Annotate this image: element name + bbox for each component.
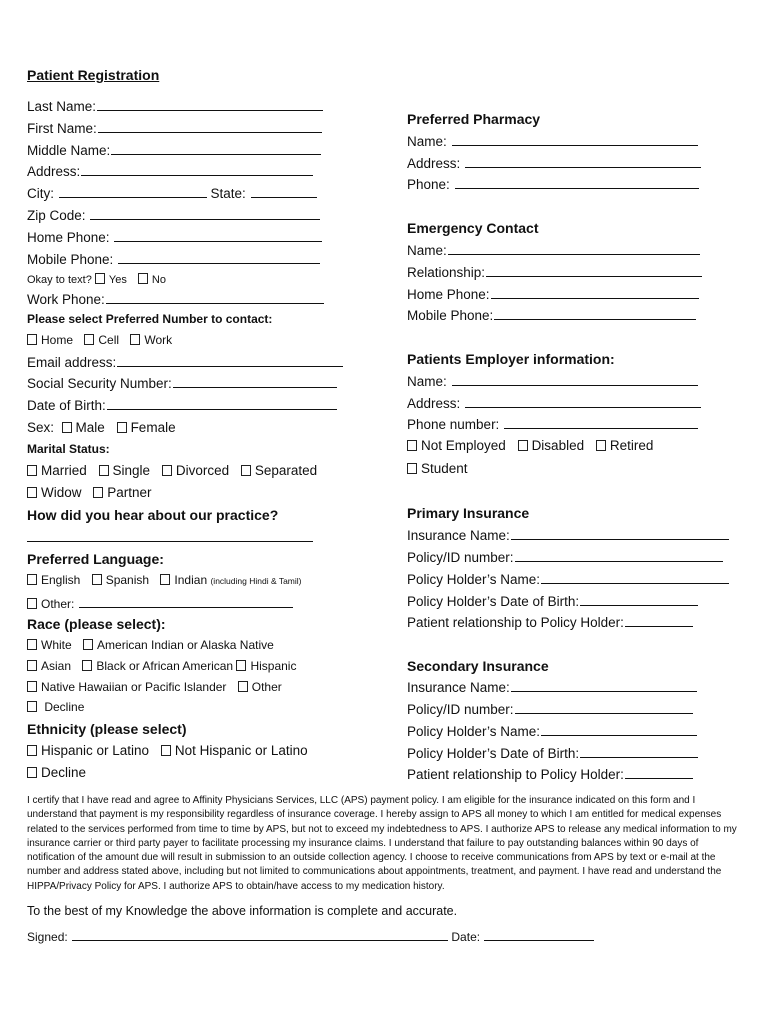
white-label: White — [41, 638, 72, 652]
female-label: Female — [130, 420, 176, 435]
emergency-mobile-phone-label: Mobile Phone: — [407, 308, 494, 323]
city-label: City: — [27, 186, 54, 201]
middle-name-label: Middle Name: — [27, 143, 111, 158]
hawaiian-checkbox[interactable] — [27, 681, 37, 692]
emergency-name-field[interactable] — [407, 243, 700, 258]
primary-holder-dob-field[interactable] — [407, 594, 698, 609]
race-other-label: Other — [251, 680, 282, 694]
mobile-phone-label: Mobile Phone: — [27, 252, 114, 267]
pref-work-label: Work — [144, 333, 173, 347]
last-name-label: Last Name: — [27, 99, 97, 114]
last-name-field[interactable] — [27, 99, 323, 114]
employer-name-label: Name: — [407, 374, 447, 389]
not-employed-label: Not Employed — [421, 438, 506, 453]
dob-label: Date of Birth: — [27, 398, 106, 413]
city-state-field[interactable] — [27, 186, 317, 201]
widow-checkbox[interactable] — [27, 487, 37, 498]
race-row-1 — [27, 639, 274, 651]
ssn-field[interactable] — [27, 376, 337, 391]
no-label: No — [151, 274, 166, 286]
hispanic-latino-checkbox[interactable] — [27, 745, 37, 756]
sex-label: Sex: — [27, 420, 55, 435]
address-field[interactable] — [27, 164, 313, 179]
ethnicity-decline-label: Decline — [41, 765, 87, 780]
middle-name-field[interactable] — [27, 143, 321, 158]
race-heading: Race (please select): — [27, 616, 166, 632]
hear-answer-line[interactable] — [27, 541, 313, 542]
pref-home-label: Home — [41, 333, 74, 347]
race-other-checkbox[interactable] — [238, 681, 248, 692]
student-checkbox[interactable] — [407, 463, 417, 474]
pharmacy-name-label: Name: — [407, 134, 447, 149]
work-phone-field[interactable] — [27, 292, 324, 307]
primary-holder-name-label: Policy Holder’s Name: — [407, 572, 541, 587]
american-indian-checkbox[interactable] — [83, 639, 93, 650]
secondary-insurance-name-label: Insurance Name: — [407, 680, 510, 695]
language-other-line[interactable] — [79, 596, 293, 608]
primary-relationship-label: Patient relationship to Policy Holder: — [407, 615, 624, 630]
date-label: Date: — [451, 930, 481, 944]
yes-label: Yes — [108, 274, 127, 286]
employer-phone-label: Phone number: — [407, 417, 500, 432]
work-phone-label: Work Phone: — [27, 292, 105, 307]
pref-cell-checkbox[interactable] — [84, 334, 94, 345]
signed-label: Signed: — [27, 930, 68, 944]
attestation-text: To the best of my Knowledge the above information is complete and accurate. — [27, 904, 458, 918]
employer-address-label: Address: — [407, 396, 461, 411]
not-hispanic-latino-checkbox[interactable] — [161, 745, 171, 756]
home-phone-field[interactable] — [27, 230, 322, 245]
emergency-home-phone-label: Home Phone: — [407, 287, 490, 302]
separated-label: Separated — [254, 463, 318, 478]
not-employed-checkbox[interactable] — [407, 440, 417, 451]
english-label: English — [41, 573, 81, 587]
marital-row-1 — [27, 464, 317, 478]
spanish-label: Spanish — [105, 573, 150, 587]
primary-policy-label: Policy/ID number: — [407, 550, 514, 565]
male-checkbox[interactable] — [62, 422, 72, 433]
emergency-heading: Emergency Contact — [407, 220, 539, 236]
pharmacy-name-field[interactable] — [407, 134, 698, 149]
black-checkbox[interactable] — [82, 660, 92, 671]
okay-to-text-row — [27, 273, 166, 286]
secondary-insurance-name-field[interactable] — [407, 680, 697, 695]
secondary-holder-dob-label: Policy Holder’s Date of Birth: — [407, 746, 580, 761]
language-heading: Preferred Language: — [27, 551, 164, 567]
pharmacy-heading: Preferred Pharmacy — [407, 111, 541, 127]
pref-home-checkbox[interactable] — [27, 334, 37, 345]
emergency-name-label: Name: — [407, 243, 447, 258]
female-checkbox[interactable] — [117, 422, 127, 433]
pharmacy-phone-field[interactable] — [407, 177, 699, 192]
language-other-row — [27, 596, 293, 610]
date-line[interactable] — [484, 929, 594, 941]
employment-status-row — [407, 439, 653, 453]
primary-holder-dob-label: Policy Holder’s Date of Birth: — [407, 594, 580, 609]
pharmacy-phone-label: Phone: — [407, 177, 450, 192]
primary-policy-field[interactable] — [407, 550, 723, 565]
primary-holder-name-field[interactable] — [407, 572, 729, 587]
primary-insurance-heading: Primary Insurance — [407, 505, 530, 521]
first-name-label: First Name: — [27, 121, 97, 136]
primary-relationship-field[interactable] — [407, 615, 693, 630]
hear-heading: How did you hear about our practice? — [27, 507, 279, 523]
home-phone-label: Home Phone: — [27, 230, 110, 245]
emergency-relationship-field[interactable] — [407, 265, 702, 280]
race-row-2 — [27, 660, 296, 672]
emergency-mobile-phone-field[interactable] — [407, 308, 696, 323]
address-label: Address: — [27, 164, 81, 179]
indian-label: Indian — [174, 573, 208, 587]
preferred-number-heading: Please select Preferred Number to contact: — [27, 312, 273, 326]
emergency-home-phone-field[interactable] — [407, 287, 699, 302]
pref-work-checkbox[interactable] — [130, 334, 140, 345]
employer-address-field[interactable] — [407, 396, 701, 411]
ethnicity-heading: Ethnicity (please select) — [27, 721, 187, 737]
black-label: Black or African American — [96, 659, 234, 673]
separated-checkbox[interactable] — [241, 465, 251, 476]
partner-label: Partner — [107, 485, 152, 500]
hispanic-latino-label: Hispanic or Latino — [41, 743, 150, 758]
male-label: Male — [75, 420, 105, 435]
widow-label: Widow — [41, 485, 82, 500]
asian-checkbox[interactable] — [27, 660, 37, 671]
mobile-phone-field[interactable] — [27, 252, 320, 267]
ethnicity-row — [27, 744, 308, 758]
secondary-relationship-field[interactable] — [407, 767, 693, 782]
employer-phone-field[interactable] — [407, 417, 698, 432]
ethnicity-decline-checkbox[interactable] — [27, 767, 37, 778]
hawaiian-label: Native Hawaiian or Pacific Islander — [41, 680, 227, 694]
primary-insurance-name-field[interactable] — [407, 528, 729, 543]
no-checkbox[interactable] — [138, 273, 148, 284]
student-label: Student — [421, 461, 468, 476]
email-field[interactable] — [27, 355, 343, 370]
emergency-relationship-label: Relationship: — [407, 265, 486, 280]
hispanic-race-label: Hispanic — [250, 659, 297, 673]
marital-heading: Marital Status: — [27, 442, 110, 456]
asian-label: Asian — [41, 659, 72, 673]
indian-note: (including Hindi & Tamil) — [210, 576, 302, 586]
certification-text: I certify that I have read and agree to Affinity Physicians Services, LLC (APS) payment policy. I am eligible for the insurance indicated on this form and I understand that payment is my responsibility regardless of insurance coverage. I hereby assign to APS all money to which I am entitled for medical expenses related to the services performed from time to time by APS, but not to exceed my indebtedness to APS. I authorize APS to release any medical information to my insurance carrier or third party payer to facilitate processing my insurance claims. I understand that failure to pay outstanding balances within 90 days of notification of the amount due will result in submission to an outside collection agency. I choose to receive communications from APS by text or e-mail at the number and address stated above, including but not limited to communications about appointments, treatment, and payment. I have read and understand the HIPPA/Privacy Policy for APS. I authorize APS to obtain/have access to my medication history. — [27, 795, 737, 892]
pharmacy-address-field[interactable] — [407, 156, 701, 171]
ssn-label: Social Security Number: — [27, 376, 172, 391]
primary-insurance-name-label: Insurance Name: — [407, 528, 510, 543]
marital-row-2 — [27, 486, 152, 500]
spanish-checkbox[interactable] — [92, 574, 102, 585]
secondary-policy-label: Policy/ID number: — [407, 702, 514, 717]
secondary-holder-name-label: Policy Holder’s Name: — [407, 724, 541, 739]
race-decline-checkbox[interactable] — [27, 701, 37, 712]
single-label: Single — [112, 463, 151, 478]
dob-field[interactable] — [27, 398, 337, 413]
secondary-holder-dob-field[interactable] — [407, 746, 698, 761]
retired-label: Retired — [609, 438, 654, 453]
hispanic-race-checkbox[interactable] — [236, 660, 246, 671]
yes-checkbox[interactable] — [95, 273, 105, 284]
secondary-policy-field[interactable] — [407, 702, 693, 717]
employer-heading: Patients Employer information: — [407, 351, 615, 367]
married-checkbox[interactable] — [27, 465, 37, 476]
zip-field[interactable] — [27, 208, 320, 223]
first-name-field[interactable] — [27, 121, 322, 136]
race-row-4 — [27, 701, 84, 713]
partner-checkbox[interactable] — [93, 487, 103, 498]
divorced-checkbox[interactable] — [162, 465, 172, 476]
page-title: Patient Registration — [27, 67, 160, 83]
okay-to-text-label: Okay to text? — [27, 274, 92, 286]
white-checkbox[interactable] — [27, 639, 37, 650]
zip-label: Zip Code: — [27, 208, 86, 223]
secondary-relationship-label: Patient relationship to Policy Holder: — [407, 767, 624, 782]
race-row-3 — [27, 681, 282, 693]
ethnicity-decline-row — [27, 766, 86, 780]
retired-checkbox[interactable] — [596, 440, 606, 451]
email-label: Email address: — [27, 355, 117, 370]
signature-row — [27, 929, 594, 943]
single-checkbox[interactable] — [99, 465, 109, 476]
disabled-checkbox[interactable] — [518, 440, 528, 451]
language-other-checkbox[interactable] — [27, 598, 37, 609]
state-label: State: — [210, 186, 246, 201]
sex-row — [27, 421, 176, 435]
race-decline-label: Decline — [44, 700, 85, 714]
not-hispanic-latino-label: Not Hispanic or Latino — [174, 743, 308, 758]
indian-checkbox[interactable] — [160, 574, 170, 585]
american-indian-label: American Indian or Alaska Native — [97, 638, 274, 652]
preferred-number-row — [27, 334, 172, 346]
disabled-label: Disabled — [531, 438, 585, 453]
signature-line[interactable] — [72, 929, 448, 941]
language-row — [27, 574, 302, 586]
employer-name-field[interactable] — [407, 374, 698, 389]
student-row — [407, 462, 468, 476]
english-checkbox[interactable] — [27, 574, 37, 585]
language-other-label: Other: — [41, 597, 75, 611]
secondary-holder-name-field[interactable] — [407, 724, 697, 739]
married-label: Married — [41, 463, 87, 478]
pref-cell-label: Cell — [98, 333, 120, 347]
pharmacy-address-label: Address: — [407, 156, 461, 171]
secondary-insurance-heading: Secondary Insurance — [407, 658, 549, 674]
divorced-label: Divorced — [175, 463, 230, 478]
